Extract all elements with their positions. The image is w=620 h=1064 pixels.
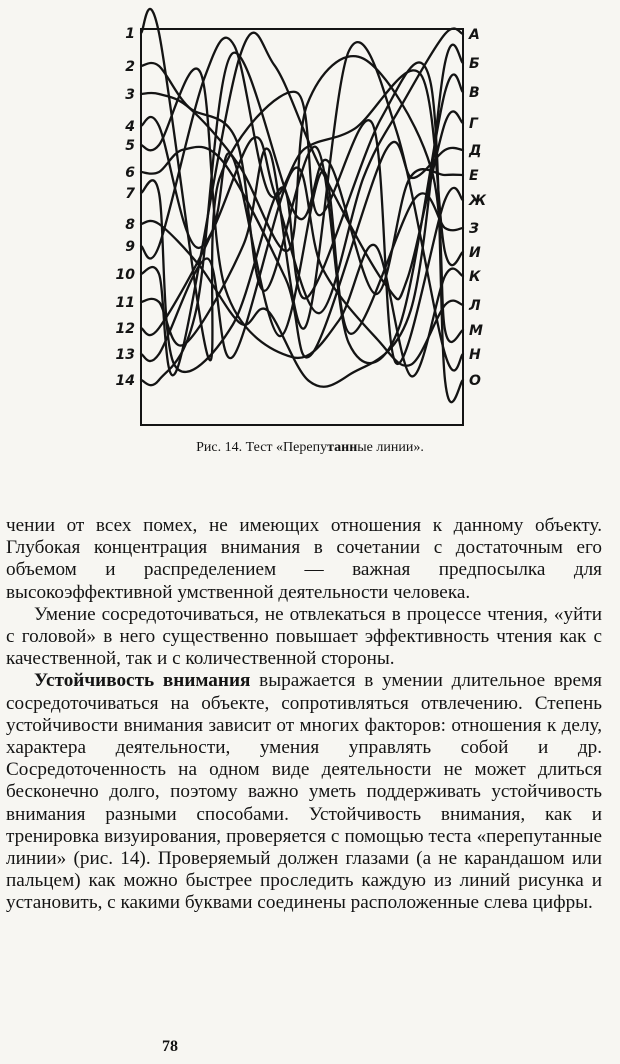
left-label: 5 [125,138,135,154]
left-label: 10 [115,267,135,283]
tangled-line [141,9,463,364]
body-text [6,515,602,915]
right-label: К [469,269,481,285]
right-label: Н [469,347,481,363]
right-label: Д [469,143,482,159]
right-label: З [469,221,479,237]
caption-suffix: ые линии». [357,440,424,455]
left-label: 12 [115,321,135,337]
right-label: Ж [469,193,487,209]
left-label: 11 [115,295,135,311]
left-label: 9 [125,239,135,255]
left-label: 1 [125,26,135,42]
left-label: 14 [115,373,135,389]
left-label: 13 [115,347,135,363]
paragraph-3 [6,670,602,914]
left-number-labels [116,26,136,389]
caption-prefix: Рис. 14. Тест «Перепу [196,440,328,455]
term-attention-stability: Устойчивость внимания [34,670,251,692]
paragraph-2: Умение сосредоточиваться, не отвлекаться в процессе чтения, «уйти с головой» в него существенно повышает эффективность чтения как с качественной, так и с количественной стороны. [6,603,602,670]
right-label: Л [469,298,481,314]
left-label: 8 [125,217,135,233]
page-number: 78 [162,1038,178,1055]
right-label: А [469,27,480,43]
left-label: 7 [125,186,135,202]
left-label: 3 [125,87,135,103]
tangled-lines-figure [115,10,498,430]
left-label: 4 [125,119,135,135]
right-letter-labels [468,27,487,389]
right-label: И [469,245,481,261]
tangled-lines-drawing [115,10,498,430]
figure-frame [141,29,463,425]
caption-bold: танн [327,440,358,455]
right-label: В [469,85,480,101]
tangled-line [141,38,463,265]
paragraph-3-text: выражается в умении длительное время сосредоточиваться на объекте, сопротивляться отвлечению. Степень устойчивости внимания зависит от многих факторов: отношения к делу, характера деятельности, умения управлять собой и др. Сосредоточенность на одном виде деятельности не может длиться бесконечно долго, поэтому важно уметь поддерживать устойчивость внимания разными способами. Устойчивость внимания, как и тренировка визуирования, проверяется с помощью теста «перепутанные линии» (рис. 14). Проверяемый должен глазами (а не карандашом или пальцем) как можно быстрее проследить каждую из линий рисунка и установить, с какими буквами соединены расположенные слева цифры. [6,670,602,914]
tangled-line [141,69,463,377]
tangled-lines [141,9,463,402]
right-label: О [469,373,481,389]
right-label: М [469,323,483,339]
right-label: Б [469,56,480,72]
paragraph-1: чении от всех помех, не имеющих отношения к данному объекту. Глубокая концентрация внимания в сочетании с достаточным его объемом и распределением — важная предпосылка для высокоэффективной умственной деятельности человека. [6,515,602,603]
right-label: Г [469,116,478,132]
left-label: 2 [125,59,135,75]
right-label: Е [469,168,479,184]
figure-caption [0,440,620,456]
left-label: 6 [125,165,135,181]
